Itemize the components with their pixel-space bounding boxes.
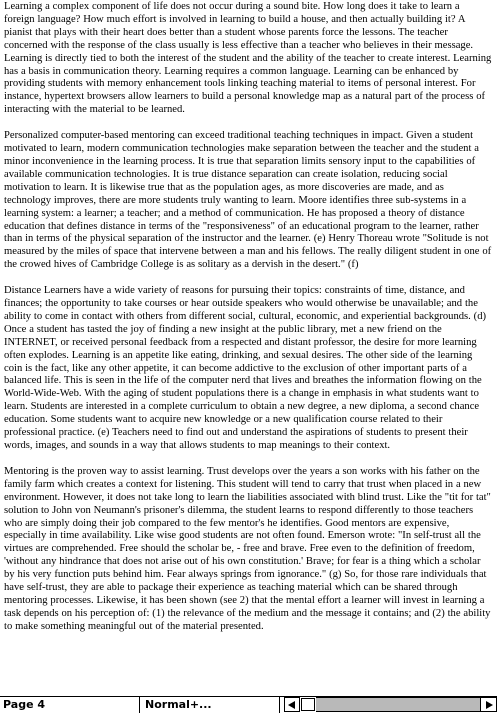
paragraph-2[interactable]: Personalized computer-based mentoring can exceed traditional teaching techniques in impact. Given a student motivated to learn, modern communication technologies make separation between the teacher and the student a minor inconvenience in the learning process. It is true that separation limits sensory input to the capabilities of available communication technologies. It is true distance separation can create isolation, reducing social motivation to learn. It is likewise true that as the population ages, as more discoveries are made, and as technology improves, there are more students truly wanting to learn. Moore identifies three sub-systems in a learning system: a learner; a teacher; and a method of communication. He has proposed a theory of distance education that defines distance in terms of the "responsiveness" of an educational program to the learner, rather than in terms of the physical separation of the instructor and the learner. (e) Henry Thoreau wrote "Solitude is not measured by the miles of space that intervene between a man and his fellows. The really diligent student in one of the crowed hives of Cambridge College is as solitary as a dervish in the desert." (f) — [4, 130, 492, 271]
page-indicator[interactable]: Page 4 — [0, 697, 140, 713]
scroll-thumb[interactable] — [301, 698, 315, 711]
scroll-right-arrow-icon[interactable] — [480, 697, 497, 712]
scroll-left-arrow-icon[interactable] — [284, 697, 300, 712]
horizontal-scrollbar[interactable] — [284, 697, 497, 713]
paragraph-4[interactable]: Mentoring is the proven way to assist learning. Trust develops over the years a son works with his father on the family farm which creates a context for listening. This student will tend to carry that trust when placed in a new environment. However, it does not take long to learn the liabilities associated with blind trust. Like the "tit for tat" solution to John von Neumann's prisoner's dilemma, the student learns to respond differently to those teachers who are simply doing their job compared to the few mentor's he identifies. Good mentors are expensive, especially in time availability. Like wise good students are not often found. Emerson wrote: "In self-trust all the virtues are comprehended. Free should the scholar be, - free and brave. Free even to the definition of freedom, 'without any hindrance that does not arise out of his own constitution.' Brave; for fear is a thing which a scholar by his very function puts behind him. Fear always springs from ignorance." (g) So, for those rare individuals that have self-trust, they are able to package their experience as teaching material which can be shared through mentoring processes. Likewise, it has been shown (see 2) that the mental effort a learner will invest in learning a task depends on his perception of: (1) the relevance of the medium and the message it contains; and (2) the ability to make something meaningful out of the material presented. — [4, 465, 491, 632]
paragraph-3[interactable]: Distance Learners have a wide variety of reasons for pursuing their topics: constraints of time, distance, and finances; the opportunity to take courses or hear outside speakers who would otherwise be unavailable; and the ability to come in contact with others from different social, cultural, economic, and experiential backgrounds. (d) Once a student has tasted the joy of finding a new insight at the public library, met a new friend on the INTERNET, or received personal feedback from a respected and distant professor, the desire for more learning often explodes. Learning is an appetite like eating, drinking, and sexual desires. The other side of the learning coin is the fact, like any other appetite, it can become addictive to the exclusion of other important parts of a balanced life. This is seen in the life of the computer nerd that lives and breathes the information flowing on the World-Wide-Web. With the aging of student populations there is a change in emphasis in what students want to learn. Students are interested in a complete curriculum to obtain a new degree, a new diploma, a second chance education. Some students want to acquire new knowledge or a new qualification course related to their professional practice. (e) Teachers need to find out and understand the aspirations of students to present their words, images, and sounds in a way that allows students to map meanings to their context. — [4, 285, 487, 451]
paragraph-1[interactable]: Learning a complex component of life does not occur during a sound bite. How long does it take to learn a foreign language? How much effort is involved in learning to build a house, and then actually building it? A pianist that plays with their heart does better than a student whose parents force the lessons. The teacher concerned with the response of the class usually is less effective than a teacher who believes in their message. Learning is directly tied to both the interest of the student and the ability of the teacher to create interest. Learning has a basis in communication theory. Learning requires a common language. Learning can be enhanced by providing students with memory enhancement tools linking teaching material to items of personal interest. For instance, hypertext browsers allow learners to build a personal knowledge map as a natural part of the process of interacting with the material to be learned. — [4, 1, 492, 116]
style-popup[interactable]: Normal+... — [142, 697, 280, 713]
document-body[interactable] — [4, 1, 492, 647]
status-bar — [0, 696, 497, 713]
scroll-track[interactable] — [316, 697, 480, 712]
